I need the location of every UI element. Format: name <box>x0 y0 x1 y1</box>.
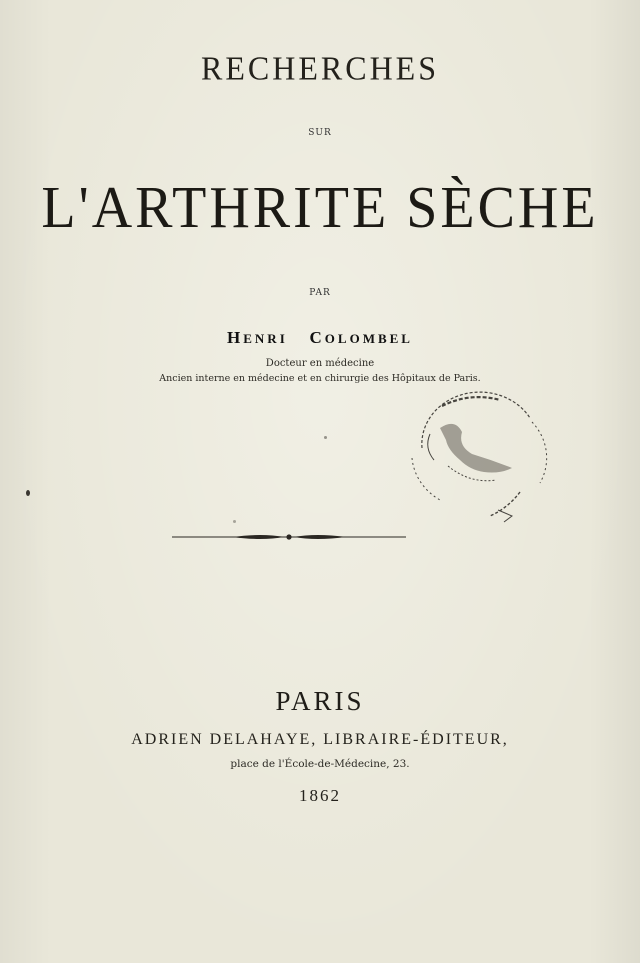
title-recherches: RECHERCHES <box>200 49 440 87</box>
author-last-rest: OLOMBEL <box>324 331 413 346</box>
author-first-initial: H <box>227 328 244 347</box>
author-last-initial: C <box>309 328 325 347</box>
author-name <box>0 328 640 348</box>
ink-speck <box>233 520 236 523</box>
publication-city: PARIS <box>275 686 365 716</box>
publication-year: 1862 <box>299 786 341 805</box>
publisher-address: place de l'École-de-Médecine, 23. <box>230 758 410 770</box>
preposition-sur: SUR <box>308 128 332 138</box>
main-title: L'ARTHRITE SÈCHE <box>41 175 599 241</box>
ink-mark <box>26 490 30 496</box>
preposition-par: PAR <box>309 288 331 298</box>
library-stamp-icon <box>400 388 550 528</box>
author-former-position: Ancien interne en médecine et en chirurgie des Hôpitaux de Paris. <box>159 373 481 384</box>
ink-speck <box>324 436 327 439</box>
publisher: ADRIEN DELAHAYE, LIBRAIRE-ÉDITEUR, <box>131 731 509 748</box>
author-first-rest: ENRI <box>243 331 288 346</box>
decorative-rule <box>172 530 406 544</box>
author-degree: Docteur en médecine <box>265 358 375 369</box>
